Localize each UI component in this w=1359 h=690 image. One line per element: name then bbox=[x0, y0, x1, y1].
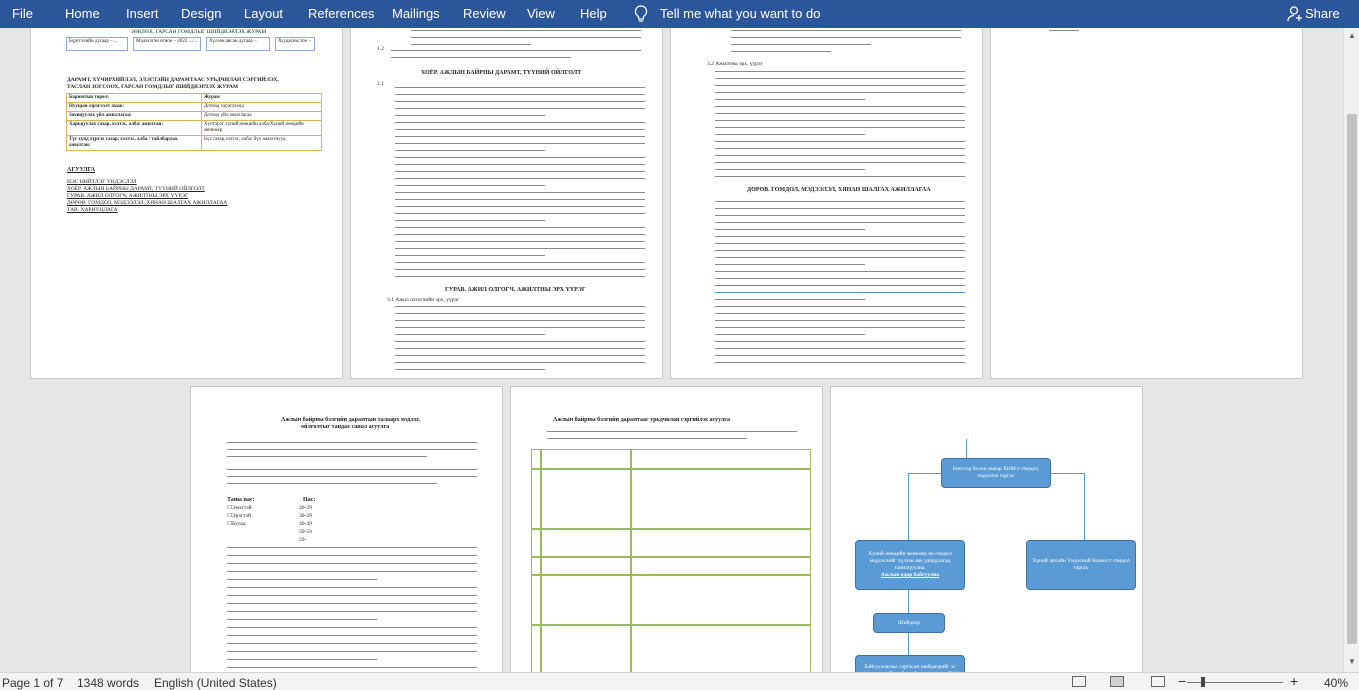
text-line bbox=[395, 129, 645, 130]
text-line bbox=[715, 236, 965, 237]
p1-table-value: Дотоод үйл ажиллагаа bbox=[201, 111, 322, 121]
p1-table-value: Хүчтэрэг хүний нөөцийн алба/Хүний нөөцийн менежер bbox=[201, 120, 322, 136]
language-indicator[interactable]: English (United States) bbox=[154, 676, 277, 690]
survey-table-cell bbox=[531, 625, 541, 672]
text-line bbox=[395, 269, 645, 270]
tab-home[interactable]: Home bbox=[65, 6, 100, 21]
text-line bbox=[391, 57, 571, 58]
text-line bbox=[395, 348, 645, 349]
text-line bbox=[395, 192, 645, 193]
tab-review[interactable]: Review bbox=[463, 6, 506, 21]
p1-top-cell: Хүлээн авсан дугаар – bbox=[206, 37, 270, 51]
tab-help[interactable]: Help bbox=[580, 6, 607, 21]
text-line bbox=[395, 136, 645, 137]
text-line bbox=[715, 99, 865, 100]
p1-table-key: Зохицуулах үйл ажиллагаа: bbox=[66, 111, 202, 121]
text-line bbox=[395, 306, 645, 307]
text-line bbox=[227, 547, 477, 548]
zoom-in-icon[interactable]: + bbox=[1290, 673, 1299, 689]
document-page-2[interactable] bbox=[350, 28, 663, 379]
text-line bbox=[731, 30, 961, 31]
text-line bbox=[715, 113, 965, 114]
text-line bbox=[715, 176, 965, 177]
text-line bbox=[395, 171, 645, 172]
p5-gender-heading: Таны нас: bbox=[227, 497, 255, 503]
text-line bbox=[227, 449, 477, 450]
p5-gender-option[interactable]: ☐Эмэгтэй bbox=[227, 505, 252, 511]
text-line bbox=[227, 555, 477, 556]
flow-box-hr-manager[interactable] bbox=[855, 540, 965, 590]
flow-connector bbox=[966, 439, 967, 459]
text-line bbox=[227, 635, 477, 636]
flow-box-decision[interactable]: Шийдвэр bbox=[873, 613, 945, 633]
text-line bbox=[715, 285, 965, 286]
p1-toc-link[interactable]: ДӨРӨВ. ГОМДОЛ, МЭДЭЭЛЭЛ, ХЯНАН ШАЛГАХ АЖИЛЛАГАА bbox=[67, 200, 228, 206]
text-line bbox=[715, 341, 965, 342]
zoom-level[interactable]: 40% bbox=[1324, 676, 1349, 690]
text-line bbox=[715, 169, 865, 170]
p1-top-cell: Бүртгэлийн дугаар – ... bbox=[66, 37, 128, 51]
text-line bbox=[395, 178, 645, 179]
text-line bbox=[411, 37, 641, 38]
p5-title-line2: ойлголтыг тандах санал асуулга bbox=[301, 424, 390, 430]
text-line bbox=[1049, 30, 1079, 31]
text-line bbox=[411, 30, 641, 31]
text-line bbox=[715, 215, 965, 216]
document-page-7[interactable] bbox=[830, 386, 1143, 672]
p1-table-key: Харьцуулах газар, хэлтэс, алба/ ажилтан: bbox=[66, 120, 202, 136]
text-line bbox=[715, 127, 965, 128]
p2-section-heading: ХОЁР. АЖЛЫН БАЙРНЫ ДАРАМТ, ТҮҮНИЙ ОЙЛГОЛТ bbox=[421, 70, 582, 76]
text-line bbox=[395, 122, 645, 123]
zoom-out-icon[interactable]: − bbox=[1178, 673, 1187, 689]
text-line bbox=[715, 85, 965, 86]
text-line bbox=[227, 571, 477, 572]
document-workspace[interactable] bbox=[0, 28, 1343, 672]
text-line bbox=[715, 155, 965, 156]
word-count[interactable]: 1348 words bbox=[77, 676, 140, 690]
p3-item-text: 3.2 Ажилтны эрх, үүрэг bbox=[707, 61, 763, 67]
text-line bbox=[395, 143, 645, 144]
tab-mailings[interactable]: Mailings bbox=[392, 6, 440, 21]
survey-table-cell bbox=[531, 575, 541, 625]
p5-gender-option[interactable]: ☐Бусад bbox=[227, 521, 246, 527]
p2-section-heading: ГУРАВ. АЖИЛ ОЛГОГЧ, АЖИЛТНЫ ЭРХ ҮҮРЭГ bbox=[445, 287, 586, 293]
text-line bbox=[731, 51, 831, 52]
text-line bbox=[395, 87, 645, 88]
web-layout-icon[interactable] bbox=[1151, 676, 1165, 687]
text-line bbox=[395, 220, 545, 221]
text-line bbox=[227, 667, 477, 668]
text-line bbox=[715, 208, 965, 209]
flow-connector bbox=[1051, 473, 1084, 474]
text-line bbox=[395, 241, 645, 242]
text-line bbox=[715, 264, 865, 265]
text-line bbox=[715, 229, 865, 230]
scroll-down-arrow-icon[interactable]: ▼ bbox=[1348, 657, 1356, 666]
text-line bbox=[715, 71, 965, 72]
text-line bbox=[715, 141, 965, 142]
text-line bbox=[395, 150, 545, 151]
text-line bbox=[227, 659, 377, 660]
text-line bbox=[395, 255, 545, 256]
text-line bbox=[227, 643, 477, 644]
text-line bbox=[227, 627, 477, 628]
text-line bbox=[395, 206, 645, 207]
text-line bbox=[715, 271, 965, 272]
text-line bbox=[715, 306, 965, 307]
p5-age-heading: Нас: bbox=[303, 497, 316, 503]
text-line bbox=[395, 262, 645, 263]
p1-toc-link[interactable]: ГУРАВ. АЖИЛ ОЛГОГЧ, АЖИЛТНЫ ЭРХ ҮҮРЭГ bbox=[67, 193, 189, 199]
text-line bbox=[227, 611, 477, 612]
share-button[interactable]: Share bbox=[1305, 6, 1340, 21]
text-line bbox=[731, 44, 871, 45]
text-line bbox=[395, 327, 645, 328]
flow-box-appeal[interactable]: Байгууллагаас гаргасан шийдвэрийг эс bbox=[855, 655, 965, 672]
p1-table-value: Журам bbox=[201, 93, 322, 103]
flow-box-hr-link: Ажлын өдөр байгуулна bbox=[880, 572, 940, 578]
survey-table-cell bbox=[541, 469, 631, 529]
text-line bbox=[395, 227, 645, 228]
text-line bbox=[715, 299, 865, 300]
text-line bbox=[395, 199, 645, 200]
p1-table-key: Баримтын төрөл: bbox=[66, 93, 202, 103]
p5-age-option: 30-39 bbox=[299, 513, 312, 519]
survey-table-cell bbox=[531, 529, 541, 557]
text-line bbox=[395, 362, 645, 363]
text-line bbox=[731, 37, 961, 38]
text-line bbox=[227, 483, 437, 484]
scrollbar-thumb[interactable] bbox=[1347, 114, 1357, 644]
p5-age-option: 20-29 bbox=[299, 505, 312, 511]
text-line bbox=[395, 115, 545, 116]
text-line bbox=[227, 563, 477, 564]
text-line bbox=[395, 234, 645, 235]
text-line bbox=[395, 101, 645, 102]
text-line bbox=[395, 248, 645, 249]
text-line bbox=[395, 94, 645, 95]
text-line bbox=[395, 334, 545, 335]
survey-table-cell bbox=[531, 557, 541, 575]
p5-age-option: 50-59 bbox=[299, 529, 312, 535]
text-line bbox=[547, 431, 797, 432]
text-line bbox=[715, 106, 965, 107]
zoom-slider-thumb[interactable] bbox=[1201, 677, 1205, 687]
text-line bbox=[715, 78, 965, 79]
text-line bbox=[715, 320, 965, 321]
tab-layout[interactable]: Layout bbox=[244, 6, 284, 21]
text-line bbox=[227, 603, 477, 604]
text-line bbox=[395, 313, 645, 314]
p1-table-value: Дотоод хэрэглээнд bbox=[201, 102, 322, 112]
text-line bbox=[395, 108, 645, 109]
p1-title-line1: ДАРАМТ, ХҮЧИРХИЙЛЭЛ, ЭЛЭГЛЭЙН ДАРАМТААС УРЬДЧИЛАН СЭРГИЙЛЭХ, bbox=[67, 77, 279, 83]
p5-age-option: 59- bbox=[299, 537, 307, 543]
p1-table-key: Нууцын зэрэглэлт ахаж: bbox=[66, 102, 202, 112]
document-page-1[interactable] bbox=[30, 28, 343, 379]
p1-top-cell: Хуудасны тоо – bbox=[275, 37, 315, 51]
survey-table-cell bbox=[541, 449, 631, 469]
text-line bbox=[227, 476, 477, 477]
text-line bbox=[391, 50, 641, 51]
text-line bbox=[395, 341, 645, 342]
print-layout-icon[interactable] bbox=[1110, 676, 1124, 687]
p5-title-line1: Ажлын байрны бэлгийн дарамтын талаарх мэдлэг, bbox=[281, 417, 420, 423]
text-line bbox=[395, 164, 645, 165]
text-line bbox=[715, 162, 965, 163]
text-line bbox=[715, 278, 965, 279]
p1-title-line2: ТАСЛАН ЗОГСООХ, ГАРСАН ГОМДЛЫГ ШИЙДВЭРЛЭХ ЖУРАМ bbox=[67, 84, 239, 90]
p2-item-number: 2.1 bbox=[377, 81, 384, 87]
survey-table-cell bbox=[631, 529, 811, 557]
text-line bbox=[715, 334, 865, 335]
text-line bbox=[715, 292, 965, 293]
tab-insert[interactable]: Insert bbox=[126, 6, 159, 21]
text-line bbox=[715, 92, 965, 93]
file-tab[interactable]: File bbox=[12, 6, 33, 21]
p1-top-cell: Мэдээлсэн огноо – 2022 .../... bbox=[133, 37, 201, 51]
text-line bbox=[227, 456, 427, 457]
p5-gender-option[interactable]: ☐Эрэгтэй bbox=[227, 513, 251, 519]
text-line bbox=[411, 44, 531, 45]
text-line bbox=[395, 185, 545, 186]
p1-table-key: Түс хүнд хүргэх газар, хэлтэс, алба / тайлбарлах ажилтан: bbox=[66, 135, 202, 151]
p2-item-text: 3.1 Ажил олгогчийн эрх, үүрэг bbox=[387, 297, 460, 303]
text-line bbox=[227, 469, 477, 470]
survey-table-cell bbox=[541, 625, 631, 672]
text-line bbox=[715, 313, 965, 314]
survey-table-cell bbox=[541, 575, 631, 625]
text-line bbox=[715, 201, 965, 202]
flow-connector bbox=[908, 473, 941, 474]
document-page-5[interactable] bbox=[190, 386, 503, 672]
ribbon-bar bbox=[0, 0, 1359, 28]
text-line bbox=[715, 348, 965, 349]
read-mode-icon[interactable] bbox=[1072, 676, 1086, 687]
survey-table-cell bbox=[541, 529, 631, 557]
text-line bbox=[715, 148, 965, 149]
text-line bbox=[715, 120, 965, 121]
text-line bbox=[395, 276, 645, 277]
tab-references[interactable]: References bbox=[308, 6, 375, 21]
tab-view[interactable]: View bbox=[527, 6, 555, 21]
document-page-6[interactable] bbox=[510, 386, 823, 672]
text-line bbox=[715, 362, 965, 363]
survey-table-cell bbox=[631, 625, 811, 672]
tab-design[interactable]: Design bbox=[181, 6, 222, 21]
flow-connector bbox=[1084, 473, 1085, 540]
text-line bbox=[715, 257, 965, 258]
text-line bbox=[227, 651, 477, 652]
survey-table-cell bbox=[531, 449, 541, 469]
document-page-4[interactable] bbox=[990, 28, 1303, 379]
text-line bbox=[395, 320, 645, 321]
text-line bbox=[227, 587, 477, 588]
text-line bbox=[715, 250, 965, 251]
lightbulb-icon[interactable] bbox=[632, 4, 650, 24]
text-line bbox=[715, 355, 965, 356]
survey-table-cell bbox=[531, 469, 541, 529]
text-line bbox=[395, 157, 645, 158]
text-line bbox=[227, 619, 377, 620]
text-line bbox=[395, 369, 545, 370]
text-line bbox=[715, 222, 965, 223]
text-line bbox=[227, 595, 477, 596]
p1-toc-link[interactable]: ТАВ. ХАРИУЦЛАГА bbox=[67, 207, 118, 213]
survey-table-cell bbox=[631, 575, 811, 625]
vertical-scrollbar[interactable] bbox=[1343, 28, 1359, 672]
text-line bbox=[395, 355, 645, 356]
flow-box-submit[interactable]: Бичгээр болон амаар ХНМ-т гомдол, мэдээлэл гаргах bbox=[941, 458, 1051, 488]
p1-toc-link[interactable]: ХОЁР. АЖЛЫН БАЙРНЫ ДАРАМТ, ТҮҮНИЙ ОЙЛГОЛТ bbox=[67, 186, 205, 192]
p1-table-value: Бүх газар,хэлтэс, алба/ бүх ажилтнууд bbox=[201, 135, 322, 151]
p1-top-caption: ЗӨВЛӨХ, ГАРСАН ГОМДЛЫГ ШИЙДВЭРЛЭХ ЖУРАМ bbox=[131, 29, 267, 35]
survey-table-cell bbox=[631, 469, 811, 529]
flow-box-hr-text: Хүний нөөцийн менежер нь гомдол мэдээллийг хүлээн авч удирдлагад танилцуулна. bbox=[868, 551, 952, 571]
status-bar bbox=[0, 672, 1359, 690]
survey-table-cell bbox=[631, 449, 811, 469]
text-line bbox=[715, 327, 965, 328]
page-count[interactable]: Page 1 of 7 bbox=[2, 676, 64, 690]
survey-table-cell bbox=[541, 557, 631, 575]
text-line bbox=[227, 442, 477, 443]
text-line bbox=[715, 134, 865, 135]
flow-box-commission[interactable]: Хүний эрхийн Үндэсний Комисст гомдол гаргах bbox=[1026, 540, 1136, 590]
text-line bbox=[395, 213, 645, 214]
text-line bbox=[227, 579, 377, 580]
p5-age-option: 40-49 bbox=[299, 521, 312, 527]
person-share-icon[interactable] bbox=[1286, 5, 1304, 23]
p1-toc-heading: АГУУЛГА bbox=[67, 167, 96, 173]
text-line bbox=[715, 243, 965, 244]
document-page-3[interactable] bbox=[670, 28, 983, 379]
p1-toc-link[interactable]: НЭГ. НИЙТЛЭГ ҮНДЭСЛЭЛ bbox=[67, 179, 137, 185]
p6-title: Ажлын байрны бэлгийн дарамтаас урьдчилан сэргийлэх асуулга bbox=[553, 417, 730, 423]
tell-me-search[interactable]: Tell me what you want to do bbox=[660, 6, 821, 21]
text-line bbox=[547, 438, 747, 439]
p2-item-number: 1.2 bbox=[377, 46, 384, 52]
scroll-up-arrow-icon[interactable]: ▲ bbox=[1348, 31, 1356, 40]
p3-section-heading: ДӨРӨВ. ГОМДОЛ, МЭДЭЭЛЭЛ, ХЯНАН ШАЛГАХ АЖИЛЛАГАА bbox=[747, 187, 931, 193]
survey-table-cell bbox=[631, 557, 811, 575]
